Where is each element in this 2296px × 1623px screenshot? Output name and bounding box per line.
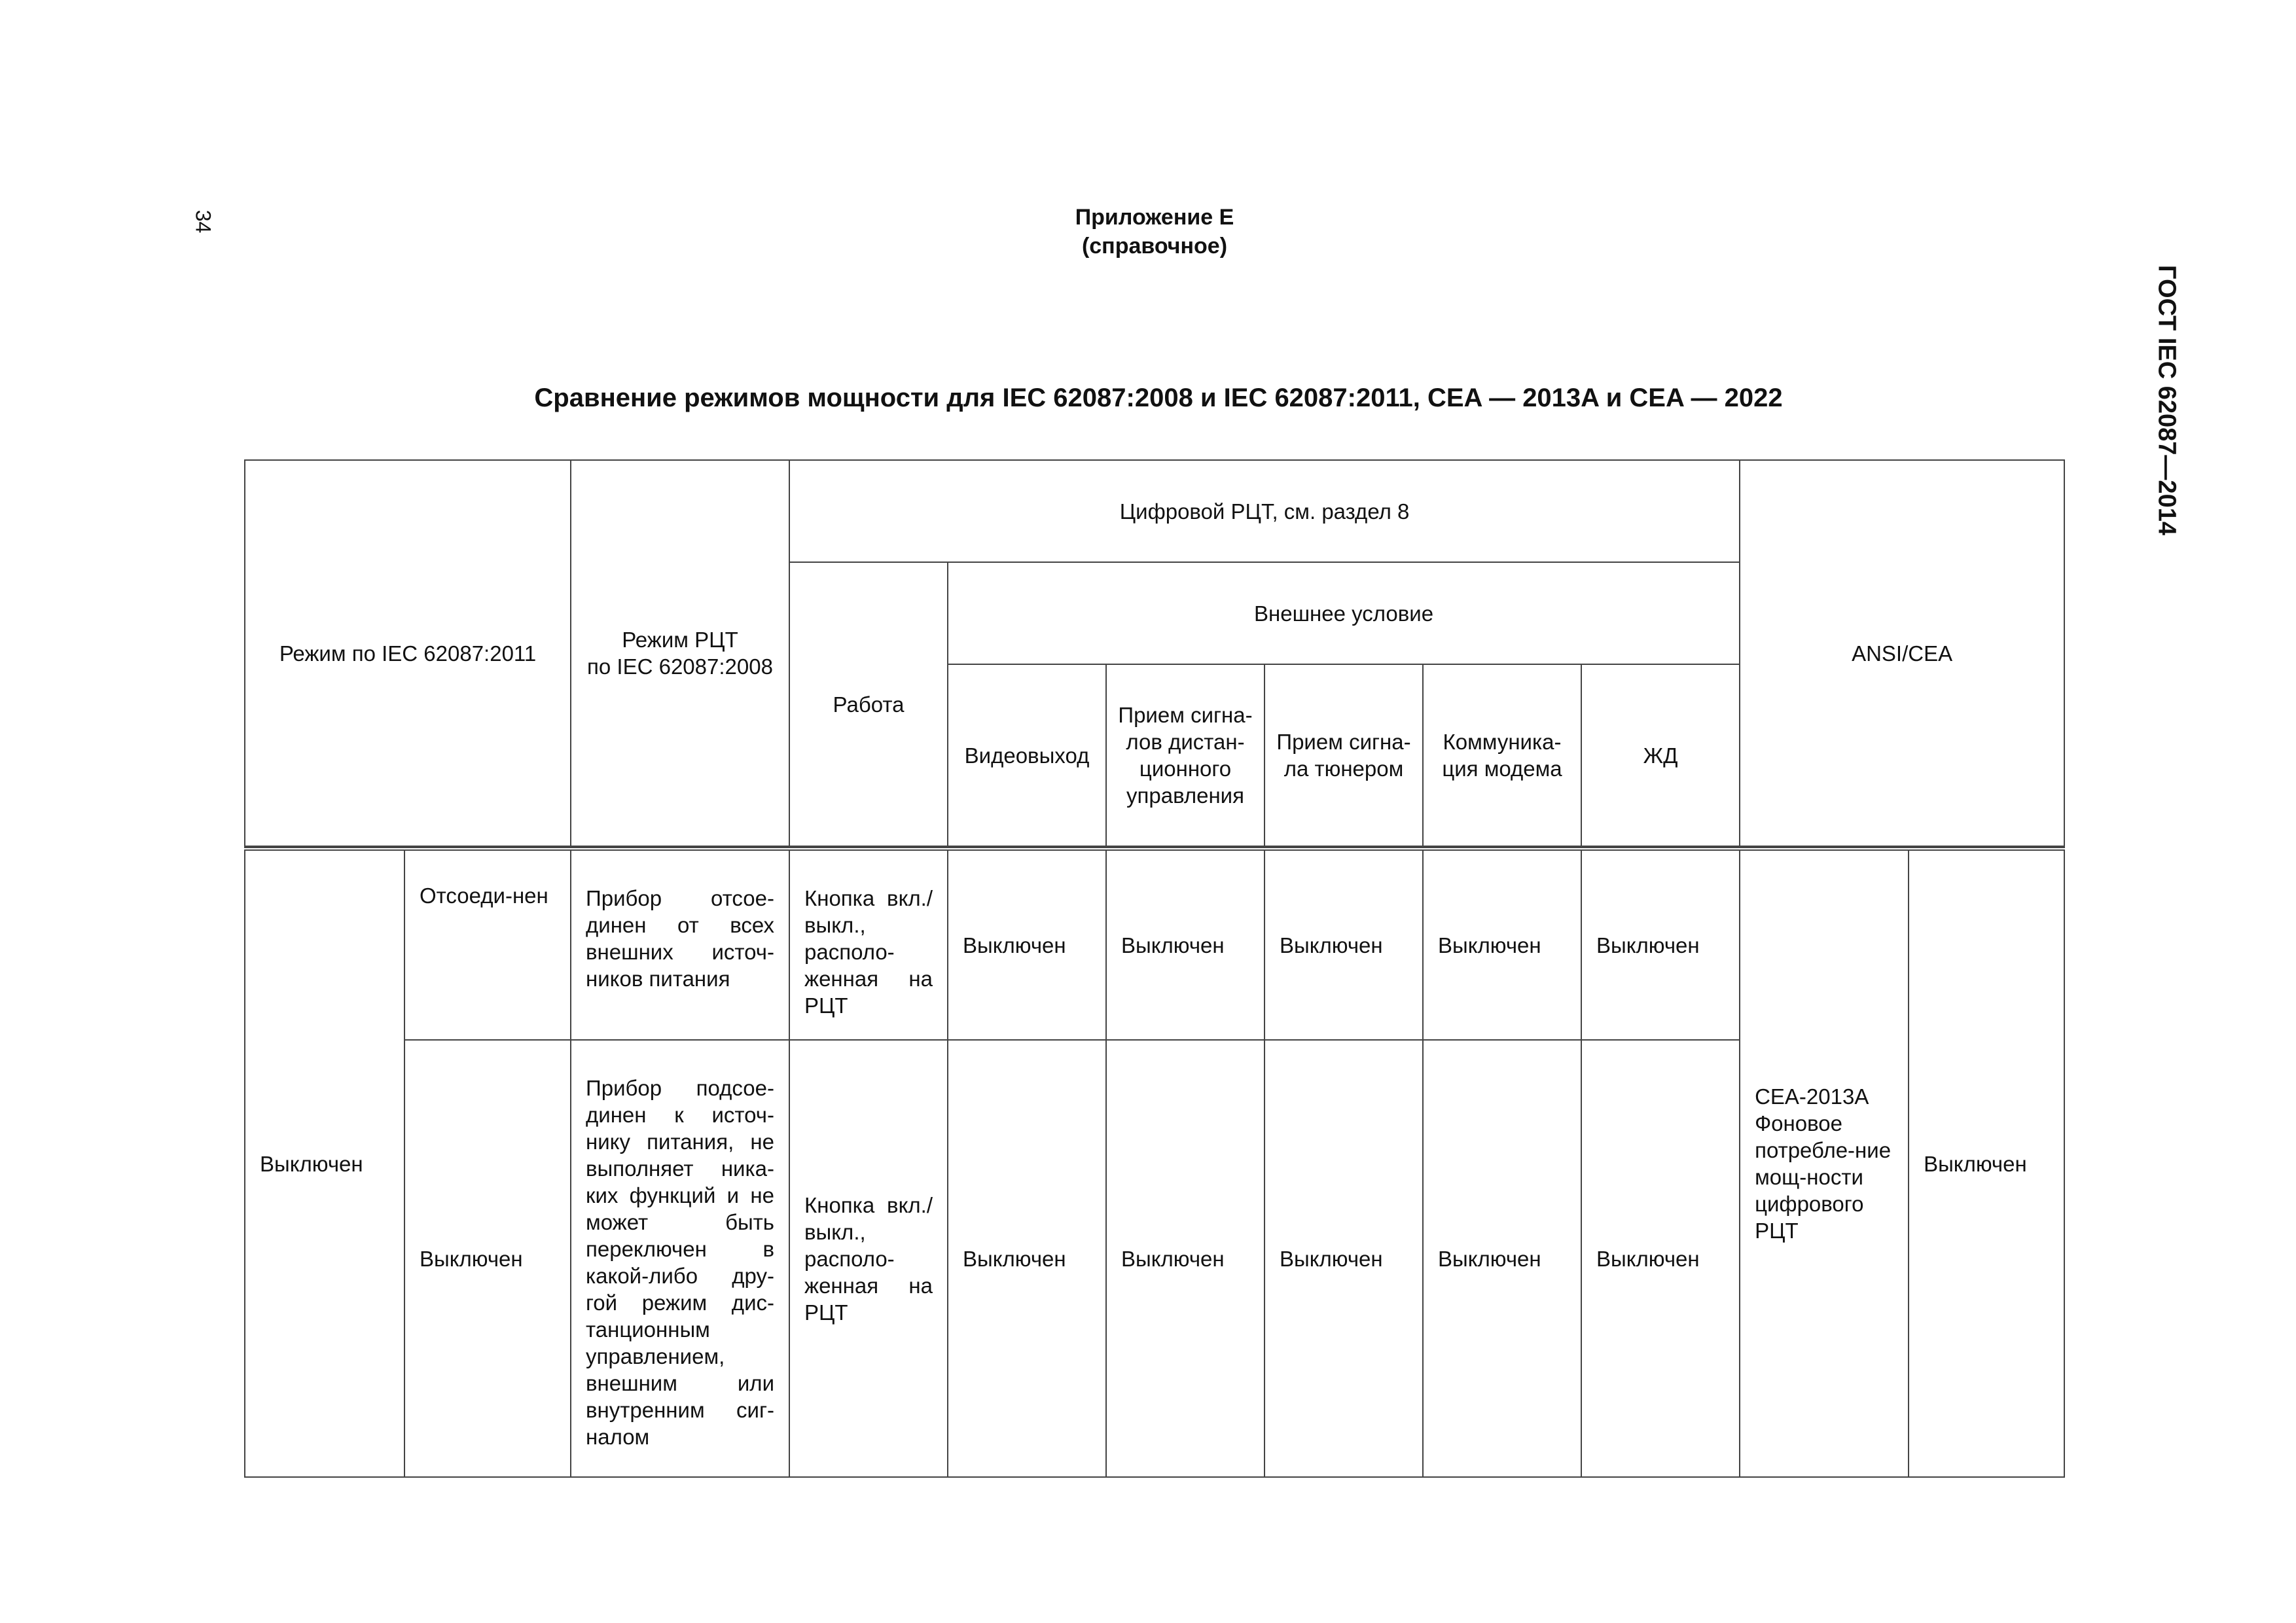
tuner-signal-value: Выключен (1265, 849, 1423, 1040)
header-jd: ЖД (1581, 664, 1740, 846)
page-number: 34 (191, 209, 215, 234)
appendix-subtitle: (справочное) (1081, 234, 1228, 259)
header-operation: Работа (789, 562, 948, 846)
ansi-description-cell: CEA-2013A Фоновое потребле-ние мощ-ности цифрового РЦТ (1740, 849, 1909, 1477)
group-mode-cell: Выключен (245, 849, 404, 1477)
header-ansi-cea: ANSI/CEA (1740, 460, 2064, 846)
header-remote-signal: Прием сигна- лов дистан- ционного управления (1106, 664, 1265, 846)
jd-value: Выключен (1581, 1040, 1740, 1477)
header-video-output: Видеовыход (948, 664, 1106, 846)
description-cell: Прибор отсое-динен от всех внешних источ-ников питания (571, 849, 789, 1040)
video-output-value: Выключен (948, 849, 1106, 1040)
header-iec2011-mode: Режим по IEC 62087:2011 (245, 460, 571, 846)
document-code: ГОСТ IEC 62087—2014 (2153, 265, 2181, 535)
header-rct2008-mode: Режим РЦТ по IEC 62087:2008 (571, 460, 789, 846)
appendix-heading (1017, 203, 1292, 260)
header-digital-rct: Цифровой РЦТ, см. раздел 8 (789, 460, 1740, 562)
header-external-condition: Внешнее условие (948, 562, 1740, 664)
appendix-title: Приложение Е (1075, 205, 1234, 230)
operation-cell: Кнопка вкл./выкл., располо-женная на РЦТ (789, 849, 948, 1040)
tuner-signal-value: Выключен (1265, 1040, 1423, 1477)
table-row (245, 849, 2064, 1040)
description-cell: Прибор подсое-динен к источ-нику питания, не выполняет ника-ких функций и не может быть переключен в какой-либо дру-гой режим дис-танционным управлением, внешним или внутренним сиг-налом (571, 1040, 789, 1477)
header-row-1 (245, 460, 2064, 562)
header-tuner-signal: Прием сигна- ла тюнером (1265, 664, 1423, 846)
remote-signal-value: Выключен (1106, 849, 1265, 1040)
modem-communication-value: Выключен (1423, 1040, 1581, 1477)
submode-cell: Отсоеди-нен (404, 849, 571, 1040)
modem-communication-value: Выключен (1423, 849, 1581, 1040)
video-output-value: Выключен (948, 1040, 1106, 1477)
operation-cell: Кнопка вкл./выкл., располо-женная на РЦТ (789, 1040, 948, 1477)
table-title: Сравнение режимов мощности для IEC 62087:2008 и IEC 62087:2011, CEA — 2013A и CEA — 2022 (534, 383, 1783, 412)
submode-cell: Выключен (404, 1040, 571, 1477)
ansi-value-cell: Выключен (1909, 849, 2064, 1477)
remote-signal-value: Выключен (1106, 1040, 1265, 1477)
header-modem-communication: Коммуника- ция модема (1423, 664, 1581, 846)
comparison-table (244, 459, 2065, 1478)
jd-value: Выключен (1581, 849, 1740, 1040)
